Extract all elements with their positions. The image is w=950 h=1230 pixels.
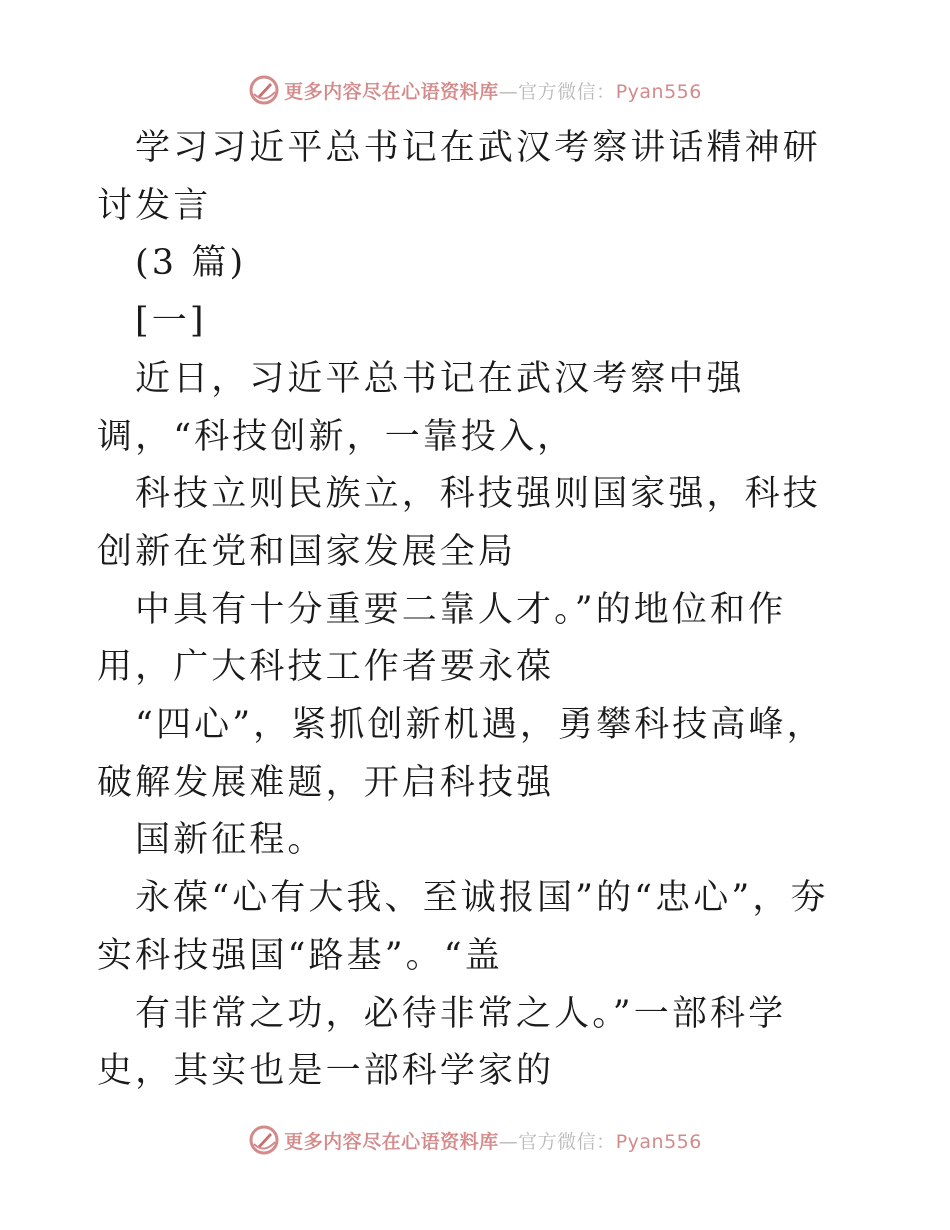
paragraph: 国新征程。 — [135, 820, 326, 861]
paragraph: 有非常之功，必待非常之人。”一部科学史，其实也是一部科学家的 — [97, 993, 787, 1092]
header-watermark — [0, 70, 950, 110]
watermark-separator: — — [498, 80, 519, 103]
paragraph: 科技立则民族立，科技强则国家强，科技创新在党和国家发展全局 — [97, 474, 821, 572]
pen-swirl-logo-icon — [248, 74, 280, 106]
document-title-line-1: 学习习近平总书记在武汉考察讲话精神研讨发言 — [97, 128, 821, 226]
watermark-separator: — — [498, 1130, 519, 1153]
document-body — [97, 120, 855, 1101]
paragraph: 中具有十分重要二靠人才。”的地位和作用，广大科技工作者要永葆 — [97, 589, 787, 688]
watermark-text — [284, 77, 702, 104]
footer-watermark — [0, 1120, 950, 1160]
watermark-id: Pyan556 — [615, 80, 702, 103]
watermark-brand: 更多内容尽在心语资料库 — [284, 1130, 499, 1153]
watermark-label: 官方微信： — [518, 80, 616, 103]
paragraph: 永葆“心有大我、至诚报国”的“忠心”，夯实科技强国“路基”。“盖 — [97, 878, 829, 976]
pen-swirl-logo-icon — [248, 1124, 280, 1156]
watermark-brand: 更多内容尽在心语资料库 — [284, 80, 499, 103]
watermark-id: Pyan556 — [615, 1130, 702, 1153]
section-label: [一] — [135, 301, 207, 342]
paragraph: 近日，习近平总书记在武汉考察中强调，“科技创新，一靠投入， — [97, 358, 745, 457]
paragraph: “四心”，紧抓创新机遇，勇攀科技高峰，破解发展难题，开启科技强 — [97, 705, 825, 803]
watermark-label: 官方微信： — [518, 1130, 616, 1153]
watermark-text — [284, 1127, 702, 1154]
document-title-line-2: (3 篇) — [135, 243, 247, 284]
